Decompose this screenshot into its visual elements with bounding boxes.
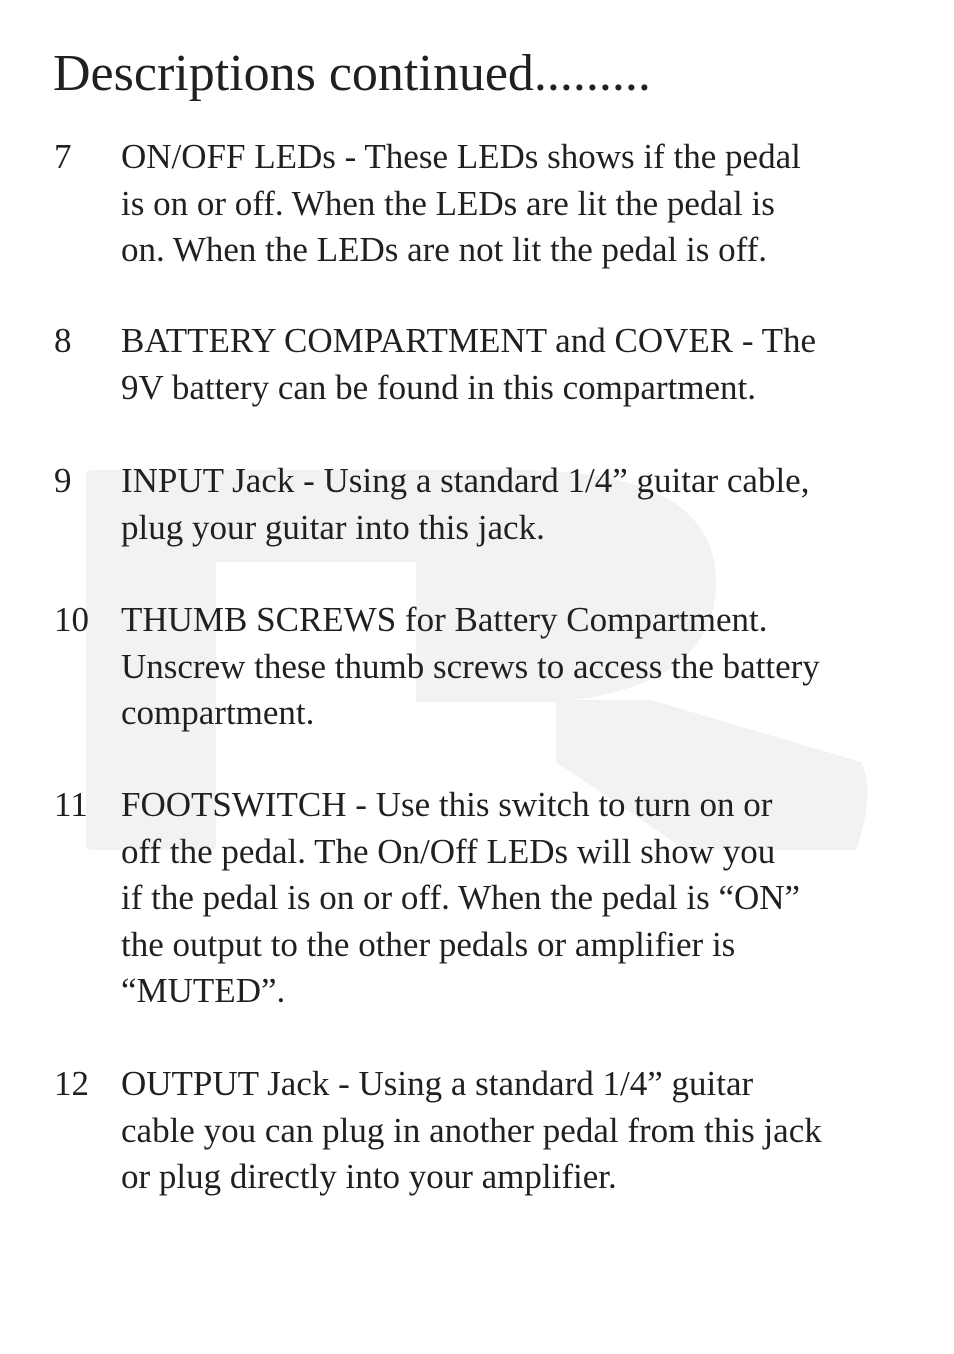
description-line: Unscrew these thumb screws to access the battery xyxy=(121,646,820,686)
item-description xyxy=(121,597,921,737)
description-line: the output to the other pedals or amplifier is xyxy=(121,924,736,964)
description-line: plug your guitar into this jack. xyxy=(121,507,545,547)
item-description xyxy=(121,134,921,274)
description-line: is on or off. When the LEDs are lit the pedal is xyxy=(121,183,775,223)
page-title: Descriptions continued......... xyxy=(53,45,651,102)
item-number: 8 xyxy=(54,321,72,360)
item-number: 7 xyxy=(54,137,72,176)
item-description xyxy=(121,458,921,551)
description-line: ON/OFF LEDs - These LEDs shows if the pedal xyxy=(121,137,801,176)
description-line: “MUTED”. xyxy=(121,971,286,1010)
description-line: BATTERY COMPARTMENT and COVER - The xyxy=(121,321,817,360)
description-line: INPUT Jack - Using a standard 1/4” guitar cable, xyxy=(121,461,810,500)
description-line: OUTPUT Jack - Using a standard 1/4” guitar xyxy=(121,1064,754,1103)
description-line: or plug directly into your amplifier. xyxy=(121,1157,617,1196)
description-line: compartment. xyxy=(121,693,315,732)
description-line: on. When the LEDs are not lit the pedal is off. xyxy=(121,230,768,269)
description-line: cable you can plug in another pedal from this jack xyxy=(121,1110,822,1150)
description-line: FOOTSWITCH - Use this switch to turn on or xyxy=(121,785,773,824)
description-line: THUMB SCREWS for Battery Compartment. xyxy=(121,600,768,639)
item-number: 12 xyxy=(54,1064,89,1103)
item-description xyxy=(121,782,921,1015)
description-line: off the pedal. The On/Off LEDs will show you xyxy=(121,831,776,871)
item-description xyxy=(121,318,921,411)
description-line: 9V battery can be found in this compartment. xyxy=(121,367,757,407)
item-description xyxy=(121,1061,921,1201)
description-line: if the pedal is on or off. When the pedal is “ON” xyxy=(121,878,801,917)
item-number: 11 xyxy=(54,785,88,824)
item-number: 10 xyxy=(54,600,89,639)
item-number: 9 xyxy=(54,461,72,500)
